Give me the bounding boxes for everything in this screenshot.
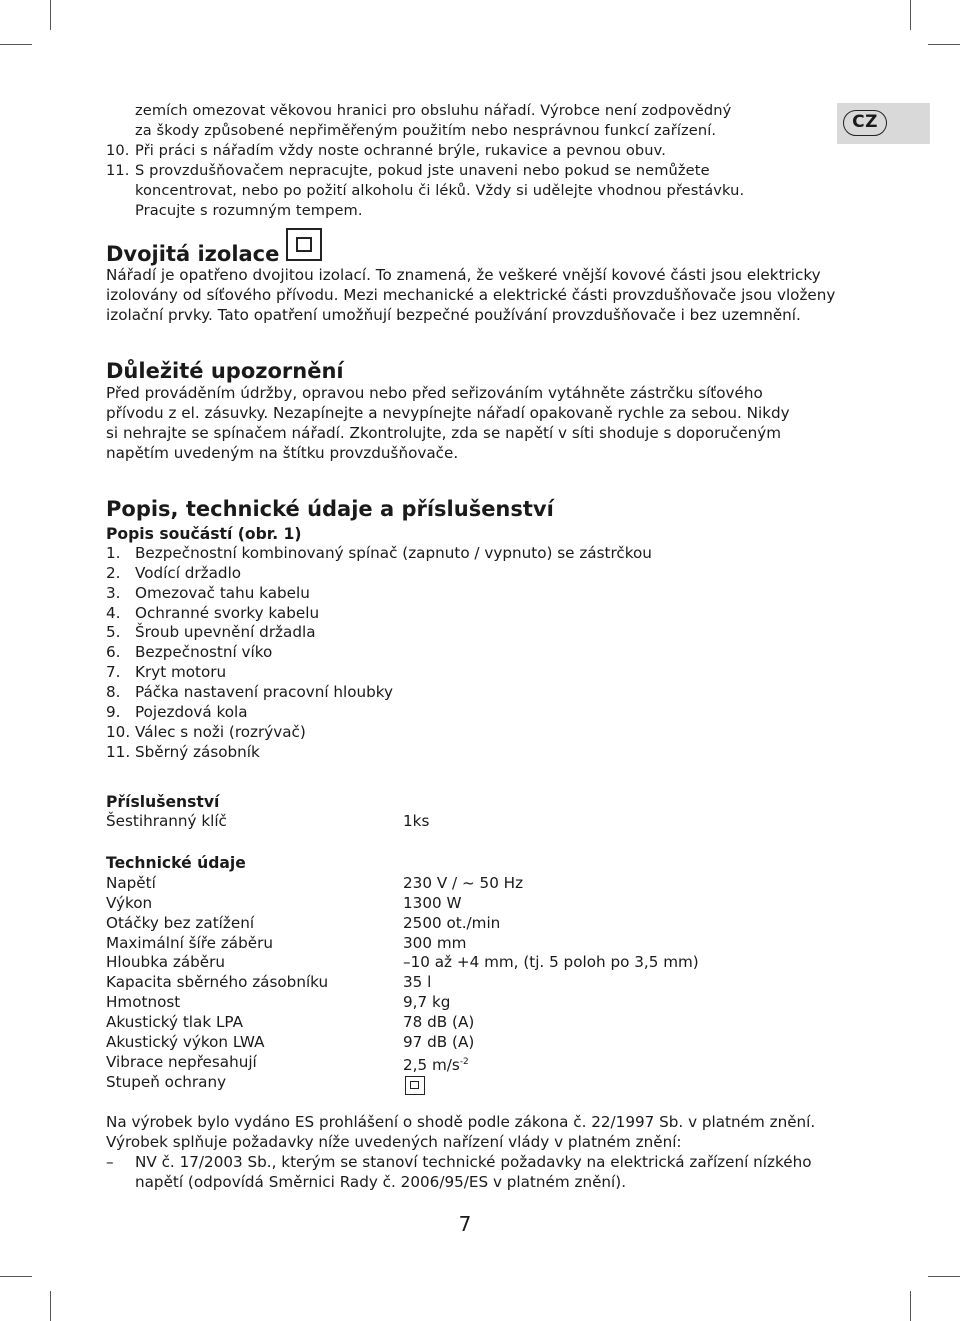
technical-row-label: Hmotnost (106, 993, 181, 1012)
safety-item-text: Pracujte s rozumným tempem. (135, 202, 363, 219)
technical-row-value (403, 1053, 469, 1076)
technical-row-value-text: 300 mm (403, 933, 467, 952)
safety-item-number: 10. (106, 142, 130, 159)
technical-row-label: Vibrace nepřesahují (106, 1052, 257, 1071)
parts-list-number: 9. (106, 702, 121, 721)
accessories-heading: Příslušenství (106, 793, 220, 811)
parts-list-label: Kryt motoru (135, 663, 227, 682)
important-notice-text: napětím uvedeným na štítku provzdušňovače. (106, 444, 459, 462)
important-notice-text: Před prováděním údržby, opravou nebo před seřizováním vytáhněte zástrčku síťového (106, 384, 763, 402)
technical-row-value-text: 78 dB (A) (403, 1012, 475, 1031)
parts-list-label: Válec s noži (rozrývač) (135, 722, 306, 741)
technical-row-value (403, 1033, 474, 1053)
technical-row-value (403, 894, 462, 914)
declaration-bullet-dash: – (106, 1153, 114, 1171)
parts-list-label: Vodící držadlo (135, 563, 242, 582)
parts-list-label: Pojezdová kola (135, 702, 248, 721)
double-insulation-icon (286, 228, 322, 261)
parts-list-item (106, 723, 306, 743)
parts-list-number: 2. (106, 563, 121, 582)
crop-mark (910, 1291, 911, 1321)
parts-list-number: 4. (106, 603, 121, 622)
technical-row-label: Akustický výkon LWA (106, 1032, 265, 1051)
technical-row-value-text: –10 až +4 mm, (tj. 5 poloh po 3,5 mm) (403, 953, 699, 972)
declaration-bullet-text: NV č. 17/2003 Sb., kterým se stanoví technické požadavky na elektrická zařízení nízkého (135, 1153, 812, 1171)
parts-list-label: Omezovač tahu kabelu (135, 583, 310, 602)
page-number: 7 (458, 1212, 472, 1236)
parts-list-item (106, 703, 248, 723)
important-notice-text: přívodu z el. zásuvky. Nezapínejte a nevypínejte nářadí opakovaně rychle za sebou. Nikdy (106, 404, 790, 422)
declaration-text: Na výrobek bylo vydáno ES prohlášení o shodě podle zákona č. 22/1997 Sb. v platném znění. (106, 1113, 816, 1131)
crop-mark (50, 1291, 51, 1321)
accessory-value: 1ks (403, 812, 430, 830)
double-insulation-heading: Dvojitá izolace (106, 242, 280, 266)
language-tab-label: CZ (843, 110, 887, 136)
parts-list-number: 11. (106, 742, 131, 761)
crop-mark (928, 44, 960, 45)
technical-row-value-text: 1300 W (403, 893, 462, 912)
technical-row-label: Kapacita sběrného zásobníku (106, 973, 329, 992)
parts-list-number: 1. (106, 544, 121, 562)
intro-line: zemích omezovat věkovou hranici pro obsluhu nářadí. Výrobce není zodpovědný (135, 102, 732, 119)
parts-list-number: 10. (106, 722, 131, 741)
double-insulation-icon (405, 1076, 425, 1095)
double-insulation-text: izolační prvky. Tato opatření umožňují bezpečné používání provzdušňovače i bez uzemnění. (106, 306, 801, 324)
parts-list-item (106, 643, 272, 663)
important-notice-text: si nehrajte se spínačem nářadí. Zkontrolujte, zda se napětí v síti shoduje s doporučeným (106, 424, 782, 442)
parts-list-number: 5. (106, 623, 121, 642)
technical-row-value-text: 2,5 m/s (403, 1055, 460, 1074)
safety-item-10 (106, 141, 666, 161)
crop-mark (50, 0, 51, 30)
accessory-label: Šestihranný klíč (106, 812, 227, 830)
parts-list-item (106, 544, 652, 564)
parts-list-item (106, 683, 393, 703)
technical-row-value-text: 2500 ot./min (403, 913, 501, 932)
parts-list-item (106, 663, 226, 683)
parts-list-item (106, 584, 310, 604)
important-notice-heading: Důležité upozornění (106, 359, 344, 383)
parts-list-label: Šroub upevnění držadla (135, 623, 316, 642)
crop-mark (0, 1276, 32, 1277)
technical-row-label: Akustický tlak LPA (106, 1012, 243, 1031)
parts-list-label: Bezpečnostní víko (135, 643, 273, 662)
technical-row-value (403, 953, 699, 973)
parts-list-number: 3. (106, 583, 121, 602)
parts-list-number: 8. (106, 682, 121, 701)
technical-row-label: Hloubka záběru (106, 953, 225, 972)
technical-row-value (403, 993, 450, 1013)
double-insulation-text: Nářadí je opatřeno dvojitou izolací. To znamená, že veškeré vnější kovové části jsou elektricky (106, 266, 821, 284)
crop-mark (910, 0, 911, 30)
parts-list-label: Bezpečnostní kombinovaný spínač (zapnuto / vypnuto) se zástrčkou (135, 544, 652, 562)
technical-row-label: Stupeň ochrany (106, 1072, 227, 1091)
technical-row-label: Otáčky bez zatížení (106, 913, 255, 932)
technical-row-value-text: 97 dB (A) (403, 1032, 475, 1051)
technical-row-label: Maximální šíře záběru (106, 933, 273, 952)
parts-list-item (106, 604, 319, 624)
technical-row-value-text: 9,7 kg (403, 993, 451, 1012)
technical-row-value (403, 973, 431, 993)
technical-heading: Technické údaje (106, 854, 246, 872)
parts-list-item (106, 623, 316, 643)
intro-line: za škody způsobené nepřiměřeným použitím nebo nesprávnou funkcí zařízení. (135, 122, 717, 139)
technical-row-value-text: 35 l (403, 973, 432, 992)
technical-row-label: Výkon (106, 893, 153, 912)
parts-list-number: 7. (106, 663, 121, 682)
technical-row-value (403, 1013, 474, 1033)
parts-list-label: Páčka nastavení pracovní hloubky (135, 682, 394, 701)
safety-item-text: koncentrovat, nebo po požití alkoholu či léků. Vždy si udělejte vhodnou přestávku. (135, 182, 745, 199)
parts-list-number: 6. (106, 643, 121, 662)
technical-row-label: Napětí (106, 874, 156, 892)
double-insulation-text: izolovány od síťového přívodu. Mezi mechanické a elektrické části provzdušňovače jsou vloženy (106, 286, 836, 304)
technical-row-value (403, 914, 500, 934)
technical-row-value-text: 230 V / ~ 50 Hz (403, 874, 524, 892)
declaration-text: Výrobek splňuje požadavky níže uvedených nařízení vlády v platném znění: (106, 1133, 682, 1151)
crop-mark (928, 1276, 960, 1277)
parts-list-label: Sběrný zásobník (135, 742, 260, 761)
technical-row-value (403, 874, 523, 894)
crop-mark (0, 44, 32, 45)
description-heading: Popis, technické údaje a příslušenství (106, 497, 554, 521)
safety-item-text: Při práci s nářadím vždy noste ochranné brýle, rukavice a pevnou obuv. (135, 142, 666, 159)
parts-subheading: Popis součástí (obr. 1) (106, 525, 302, 543)
safety-item-number: 11. (106, 162, 130, 179)
safety-item-11 (106, 161, 710, 181)
technical-row-value (403, 934, 466, 954)
technical-row-value-exponent: -2 (459, 1056, 469, 1067)
parts-list-item (106, 743, 260, 763)
safety-item-text: S provzdušňovačem nepracujte, pokud jste unaveni nebo pokud se nemůžete (135, 162, 710, 179)
parts-list-label: Ochranné svorky kabelu (135, 603, 320, 622)
parts-list-item (106, 564, 241, 584)
declaration-bullet-text: napětí (odpovídá Směrnici Rady č. 2006/95/ES v platném znění). (135, 1173, 627, 1191)
